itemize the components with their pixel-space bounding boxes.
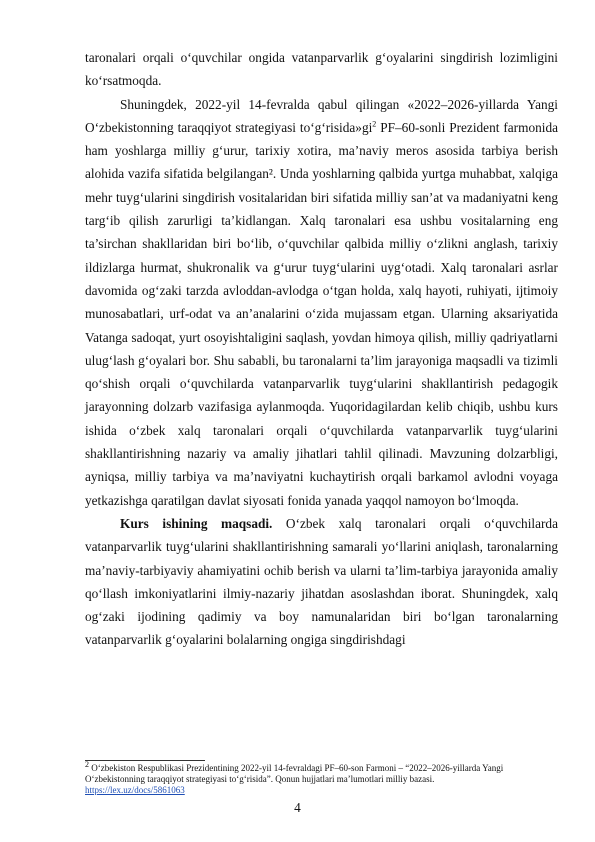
paragraph-2-rest: PF–60-sonli Prezident farmonida ham yoshlarga milliy g‘urur, tarixiy xotira, ma’naviy meros asosida tarbiya berish alohida vazifa sifatida belgilangan². Unda yoshlarning qalbida yurtga muhabbat, xalqiga mehr tuyg‘ularini singdirish vositalaridan biri sifatida milliy san’at va madaniyatni keng targ‘ib qilish zarurligi ta’kidlangan. Xalq taronalari esa ushbu vositalarning eng ta’sirchan shakllaridan biri bo‘lib, o‘quvchilar qalbida milliy o‘zlikni anglash, tarixiy ildizlarga hurmat, shukronalik va g‘urur tuyg‘ularini uyg‘otadi. Xalq taronalari asrlar davomida og‘zaki tarzda avloddan-avlodga o‘tgan holda, xalq hayoti, ruhiyati, ijtimoiy munosabatlari, urf-odat va an’analarini o‘zida mujassam etgan. Ularning aksariyatida Vatanga sadoqat, yurt osoyishtaligini saqlash, yovdan himoya qilish, milliy qadriyatlarni ulug‘lash g‘oyalari bor. Shu sababli, bu taronalarni ta’lim jarayoniga maqsadli va tizimli qo‘shish orqali o‘quvchilarda vatanparvarlik tuyg‘ularini shakllantirish pedagogik jarayonning dolzarb vazifasiga aylanmoqda. Yuqoridagilardan kelib chiqib, ushbu kurs ishida o‘zbek xalq taronalari orqali o‘quvchilarda vatanparvarlik tuyg‘ularini shakllantirishning nazariy va amaliy jihatlari tahlil qilinadi. Mavzuning dolzarbligi, ayniqsa, milliy tarbiya va ma’naviyatni kuchaytirish orqali barkamol avlodni voyaga yetkazishga qaratilgan davlat siyosati fonida yanada yaqqol namoyon bo‘lmoqda.: [85, 119, 558, 508]
footnote-text: O‘zbekiston Respublikasi Prezidentining 2022-yil 14-fevraldagi PF–60-son Farmoni – “2022–2026-yillarda Yangi O‘zbekistonning taraqqiyot strategiyasi to‘g‘risida”. Qonun hujjatlari ma’lumotlari milliy bazasi.: [85, 763, 504, 784]
paragraph-3: [85, 512, 558, 652]
footnote: [85, 760, 558, 796]
paragraph-3-text: O‘zbek xalq taronalari orqali o‘quvchilarda vatanparvarlik tuyg‘ularini shakllantirishning samarali yo‘llarini aniqlash, taronalarning ma’naviy-tarbiyaviy ahamiyatini ochib berish va ularni ta’lim-tarbiya jarayonida amaliy qo‘llash imkoniyatlarini ilmiy-nazariy jihatdan asoslashdan iborat. Shuningdek, xalq og‘zaki ijodining qadimiy va boy namunalaridan biri bo‘lgan taronalarning vatanparvarlik g‘oyalarini bolalarning ongiga singdirishdagi: [85, 515, 558, 648]
section-heading-goal: Kurs ishining maqsadi.: [120, 515, 273, 531]
footnote-link[interactable]: https://lex.uz/docs/5861063: [85, 785, 185, 795]
page-number: 4: [294, 800, 301, 815]
footnote-separator: [85, 760, 205, 761]
paragraph-2: [85, 93, 558, 512]
footnote-reference: 2: [372, 119, 377, 129]
footnote-mark: 2: [85, 760, 89, 769]
paragraph-1: taronalari orqali o‘quvchilar ongida vatanparvarlik g‘oyalarini singdirish lozimligini ko‘rsatmoqda.: [85, 50, 558, 89]
paragraph-2-start: Shuningdek, 2022-yil 14-fevralda qabul qilingan «2022–2026-yillarda Yangi O‘zbekistonning taraqqiyot strategiyasi to‘g‘risida»gi: [85, 96, 558, 135]
document-body: [85, 46, 558, 652]
